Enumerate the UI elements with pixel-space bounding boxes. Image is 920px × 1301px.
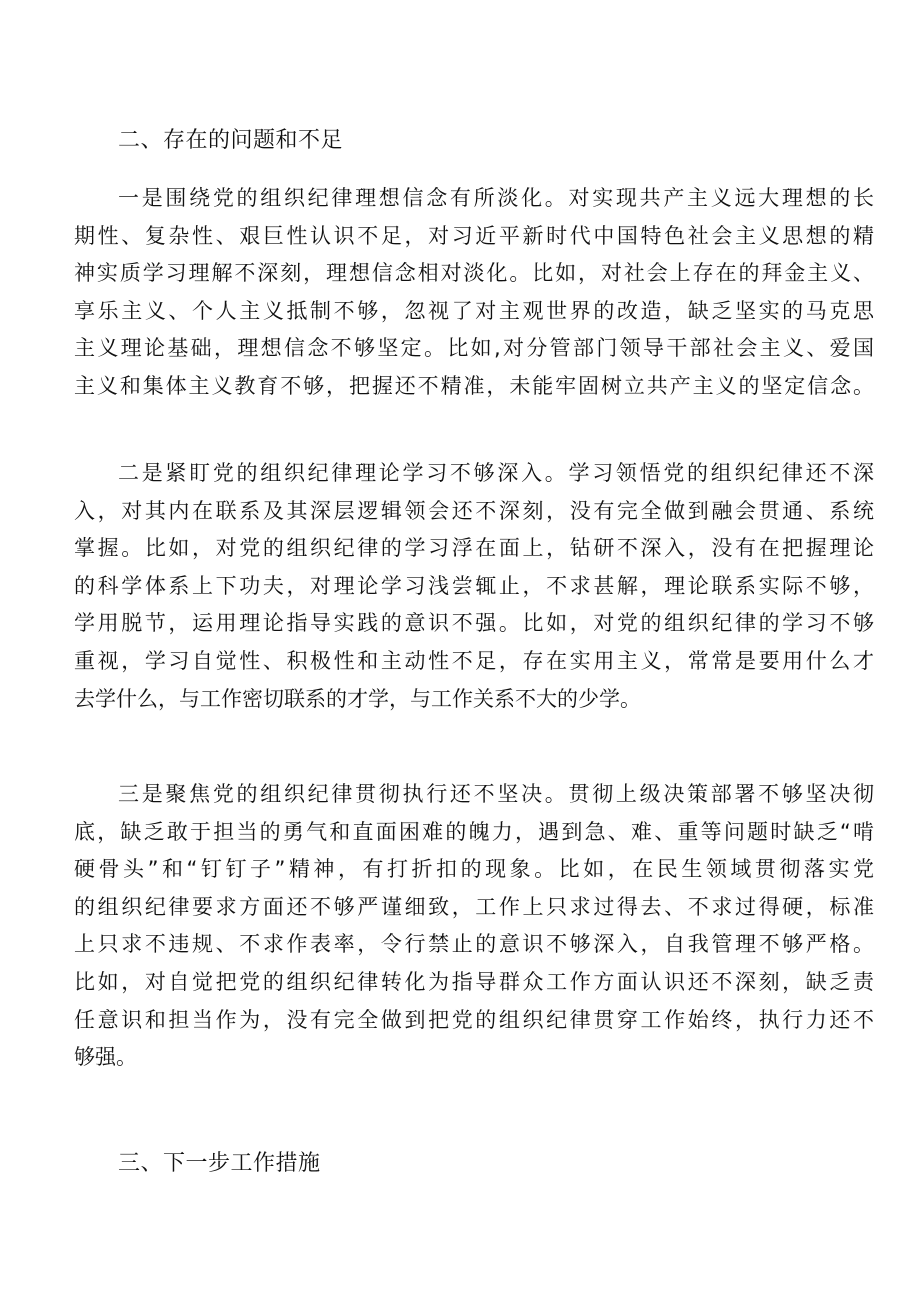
paragraph-implementation <box>74 776 874 1077</box>
paragraph-line: 一是围绕党的组织纪律理想信念有所淡化。对实现共产主义远大理想的长 <box>118 186 874 210</box>
paragraph-line: 够强。 <box>74 1045 137 1070</box>
paragraph-line: 底，缺乏敢于担当的勇气和直面困难的魄力，遇到急、难、重等问题时缺乏“啃 <box>74 819 874 844</box>
paragraph-line: 硬骨头”和“钉钉子”精神，有打折扣的现象。比如，在民生领域贯彻落实党 <box>74 857 874 882</box>
paragraph-line: 神实质学习理解不深刻，理想信念相对淡化。比如，对社会上存在的拜金主义、 <box>74 261 874 286</box>
section-heading-next-steps: 三、下一步工作措施 <box>118 1151 321 1176</box>
paragraph-study <box>74 455 874 718</box>
paragraph-line: 去学什么，与工作密切联系的才学，与工作关系不大的少学。 <box>74 686 641 711</box>
paragraph-line: 享乐主义、个人主义抵制不够，忽视了对主观世界的改造，缺乏坚实的马克思 <box>74 298 874 323</box>
section-heading-problems: 二、存在的问题和不足 <box>118 128 344 153</box>
paragraph-line: 的科学体系上下功夫，对理论学习浅尝辄止，不求甚解，理论联系实际不够， <box>74 573 874 598</box>
paragraph-line: 学用脱节，运用理论指导实践的意识不强。比如，对党的组织纪律的学习不够 <box>74 611 874 636</box>
paragraph-line: 入，对其内在联系及其深层逻辑领会还不深刻，没有完全做到融会贯通、系统 <box>74 498 874 523</box>
paragraph-line: 的组织纪律要求方面还不够严谨细致，工作上只求过得去、不求过得硬，标准 <box>74 894 874 919</box>
paragraph-line: 三是聚焦党的组织纪律贯彻执行还不坚决。贯彻上级决策部署不够坚决彻 <box>118 782 874 806</box>
paragraph-line: 主义理论基础，理想信念不够坚定。比如,对分管部门领导干部社会主义、爱国 <box>74 336 874 361</box>
paragraph-line: 二是紧盯党的组织纪律理论学习不够深入。学习领悟党的组织纪律还不深 <box>118 461 874 485</box>
paragraph-line: 期性、复杂性、艰巨性认识不足，对习近平新时代中国特色社会主义思想的精 <box>74 223 874 248</box>
paragraph-line: 比如，对自觉把党的组织纪律转化为指导群众工作方面认识还不深刻，缺乏责 <box>74 969 874 994</box>
paragraph-line: 任意识和担当作为，没有完全做到把党的组织纪律贯穿工作始终，执行力还不 <box>74 1007 874 1032</box>
paragraph-ideals <box>74 180 874 406</box>
paragraph-line: 掌握。比如，对党的组织纪律的学习浮在面上，钻研不深入，没有在把握理论 <box>74 536 874 561</box>
paragraph-line: 重视，学习自觉性、积极性和主动性不足，存在实用主义，常常是要用什么才 <box>74 648 874 673</box>
paragraph-line: 主义和集体主义教育不够，把握还不精准，未能牢固树立共产主义的坚定信念。 <box>74 373 874 398</box>
paragraph-line: 上只求不违规、不求作表率，令行禁止的意识不够深入，自我管理不够严格。 <box>74 932 874 957</box>
